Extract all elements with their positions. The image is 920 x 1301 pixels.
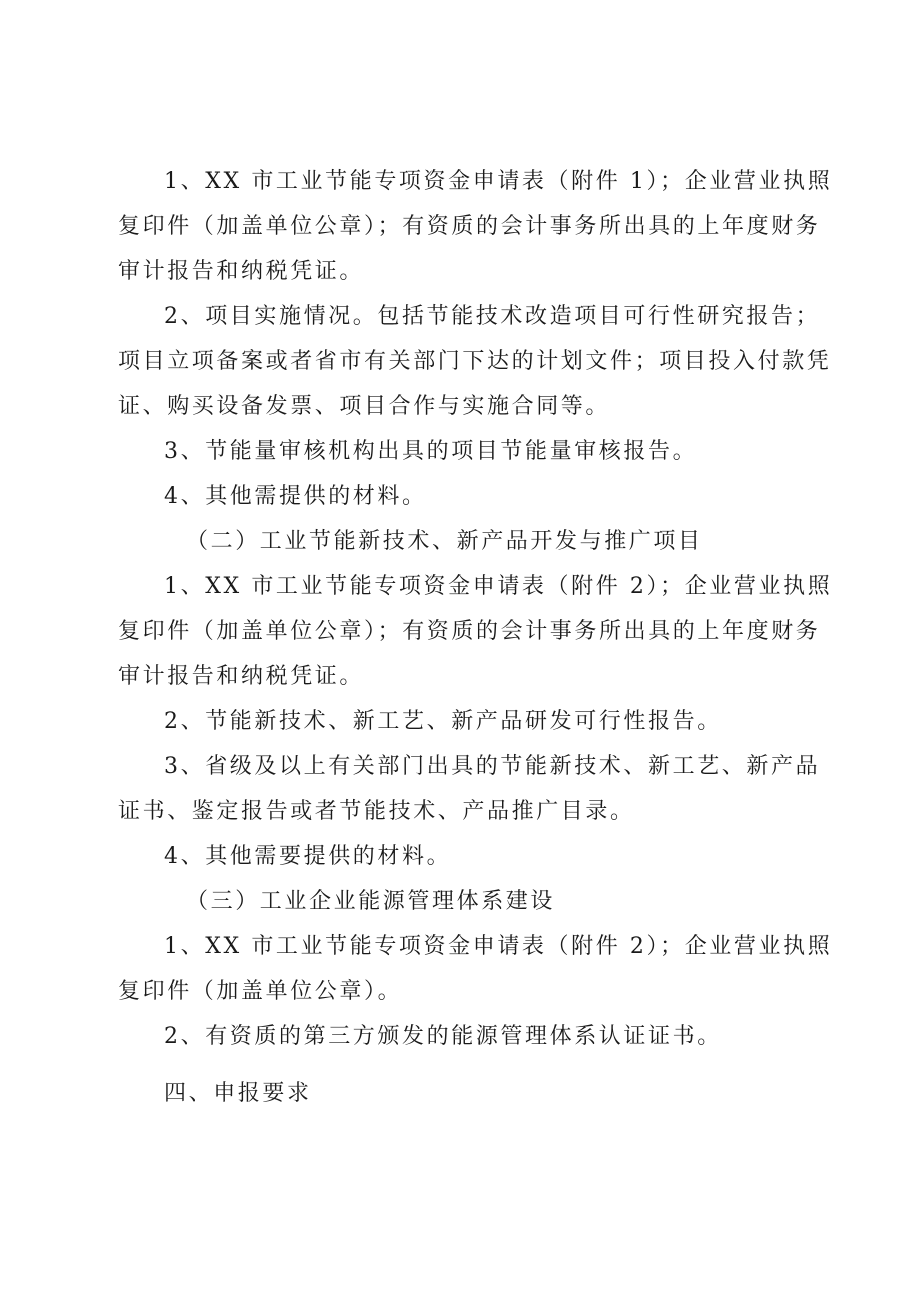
paragraph-2-2: 2、节能新技术、新工艺、新产品研发可行性报告。: [164, 709, 722, 734]
paragraph-1-3: 3、节能量审核机构出具的项目节能量审核报告。: [164, 439, 698, 464]
paragraph-1-4: 4、其他需提供的材料。: [164, 484, 427, 509]
paragraph-1-2: 2、项目实施情况。包括节能技术改造项目可行性研究报告；项目立项备案或者省市有关部门下达的计划文件；项目投入付款凭证、购买设备发票、项目合作与实施合同等。: [118, 304, 832, 419]
paragraph-1-1: 1、XX 市工业节能专项资金申请表（附件 1）；企业营业执照复印件（加盖单位公章）；有资质的会计事务所出具的上年度财务审计报告和纳税凭证。: [118, 169, 833, 284]
section-heading-2: （二）工业节能新技术、新产品开发与推广项目: [186, 529, 703, 554]
paragraph-3-2: 2、有资质的第三方颁发的能源管理体系认证证书。: [164, 1024, 722, 1049]
paragraph-2-3: 3、省级及以上有关部门出具的节能新技术、新工艺、新产品证书、鉴定报告或者节能技术、产品推广目录。: [118, 754, 821, 824]
paragraph-3-1: 1、XX 市工业节能专项资金申请表（附件 2）；企业营业执照复印件（加盖单位公章）。: [118, 934, 833, 1004]
paragraph-2-1: 1、XX 市工业节能专项资金申请表（附件 2）；企业营业执照复印件（加盖单位公章）；有资质的会计事务所出具的上年度财务审计报告和纳税凭证。: [118, 574, 833, 689]
section-heading-4: 四、申报要求: [164, 1081, 312, 1106]
section-heading-3: （三）工业企业能源管理体系建设: [186, 889, 556, 914]
document-body: [118, 159, 838, 1116]
paragraph-2-4: 4、其他需要提供的材料。: [164, 844, 452, 869]
